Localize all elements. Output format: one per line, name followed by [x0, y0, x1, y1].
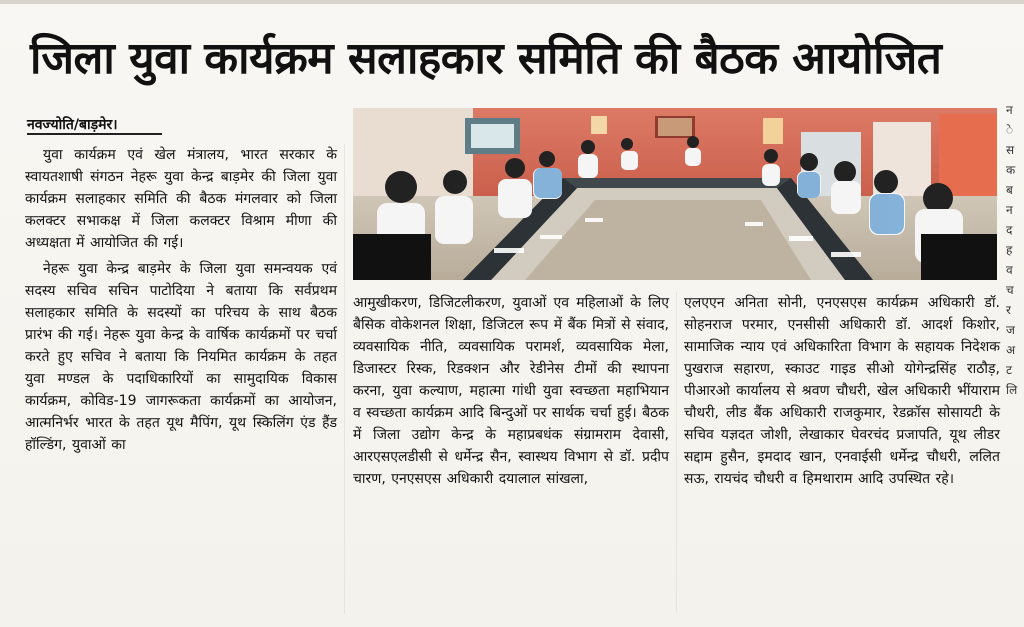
fragment-character: लि: [1006, 383, 1018, 397]
fragment-character: अ: [1006, 343, 1016, 357]
meeting-photo: [353, 108, 997, 280]
fragment-character: ट: [1006, 363, 1013, 377]
fragment-character: ज: [1006, 323, 1015, 337]
article-column-2: [353, 292, 669, 604]
fragment-character: व: [1006, 263, 1013, 277]
fragment-character: च: [1006, 283, 1014, 297]
adjacent-column-fragment: [1006, 100, 1024, 620]
fragment-character: न: [1006, 103, 1013, 117]
fragment-character: र: [1006, 303, 1011, 317]
column-divider: [676, 292, 677, 612]
fragment-character: न: [1006, 203, 1013, 217]
page-top-rule: [0, 0, 1024, 4]
article-paragraph: युवा कार्यक्रम एवं खेल मंत्रालय, भारत सरकार के स्वायतशाषी संगठन नेहरू युवा केन्द्र बाड़मेर की जिला युवा कार्यक्रम सलाहकार समिति की बैठक मंगलवार को जिला कलक्टर सभाकक्ष में जिला कलक्टर विश्राम मीणा की अध्यक्षता में आयोजित की गई।: [25, 147, 337, 251]
dateline: नवज्योति/बाड़मेर।: [27, 117, 118, 133]
fragment-character: द: [1006, 223, 1013, 237]
headline: जिला युवा कार्यक्रम सलाहकार समिति की बैठक आयोजित: [30, 33, 942, 84]
article-paragraph: आमुखीकरण, डिजिटलीकरण, युवाओं एव महिलाओं के लिए बैसिक वोकेशनल शिक्षा, डिजिटल रूप में बैंक मित्रों से संवाद, व्यवसायिक नीति, व्यवसायिक परामर्श, व्यवसायिक मेला, डिजास्टर रिस्क, रिडक्शन और रेडीनेस टीमों की स्थापना करना, युवा कल्याण, महात्मा गांधी युवा स्वच्छता महाभियान व स्वच्छता कार्यक्रम आदि बिन्दुओं पर सार्थक चर्चा हुई। बैठक में जिला उद्योग केन्द्र के महाप्रबधंक संग्रामराम देवासी, आरएसएलडीसी से धर्मेन्द्र सैन, स्वास्थय विभाग से डॉ. प्रदीप चारण, एनएसएस अधिकारी दयालाल सांखला,: [353, 295, 669, 487]
fragment-character: क: [1006, 163, 1016, 177]
article-column-1: [25, 144, 337, 609]
fragment-character: े: [1006, 123, 1014, 137]
fragment-character: स: [1006, 143, 1015, 157]
dateline-underline: [27, 133, 162, 135]
article-paragraph: नेहरू युवा केन्द्र बाड़मेर के जिला युवा समन्वयक एवं सदस्य सचिव सचिन पाटोदिया ने बताया कि सर्वप्रथम सलाहकार समिति के सदस्यों का परिचय के साथ बैठक प्रारंभ की गई। नेहरू युवा केन्द्र के वार्षिक कार्यक्रमों पर चर्चा करते हुए सचिव ने बताया कि नियमित कार्यक्रम के तहत युवा मण्डल के पदाधिकारियों का सामुदायिक विकास कार्यक्रम, कोविड-19 जागरूकता कार्यक्रमों का आयोजन, आत्मनिर्भर भारत के तहत यूथ मैपिंग, यूथ स्किलिंग एंड हैंड हॉल्डिंग, युवाओं का: [25, 261, 337, 453]
fragment-character: ब: [1006, 183, 1013, 197]
column-divider: [344, 144, 345, 614]
article-column-3: [684, 292, 1000, 604]
fragment-character: ह: [1006, 243, 1013, 257]
article-paragraph: एलएएन अनिता सोनी, एनएसएस कार्यक्रम अधिकारी डॉ. सोहनराज परमार, एनसीसी अधिकारी डॉ. आदर्श किशोर, सामाजिक न्याय एवं अधिकारिता विभाग के सहायक निदेशक पुखराज सहारण, स्काउट गाइड सीओ योगेन्द्रसिंह राठौड़, पीआरओ कार्यालय से श्रवण चौधरी, खेल अधिकारी भींयाराम चौधरी, लीड बैंक अधिकारी राजकुमार, रेडक्रॉस सोसायटी के सचिव यज्ञदत जोशी, लेखाकार घेवरचंद प्रजापति, यूथ लीडर सद्दाम हुसैन, इमदाद खान, एनवाईसी धर्मेन्द्र चौधरी, ललित सऊ, रायचंद चौधरी व हिमथाराम आदि उपस्थित रहे।: [684, 295, 1000, 487]
